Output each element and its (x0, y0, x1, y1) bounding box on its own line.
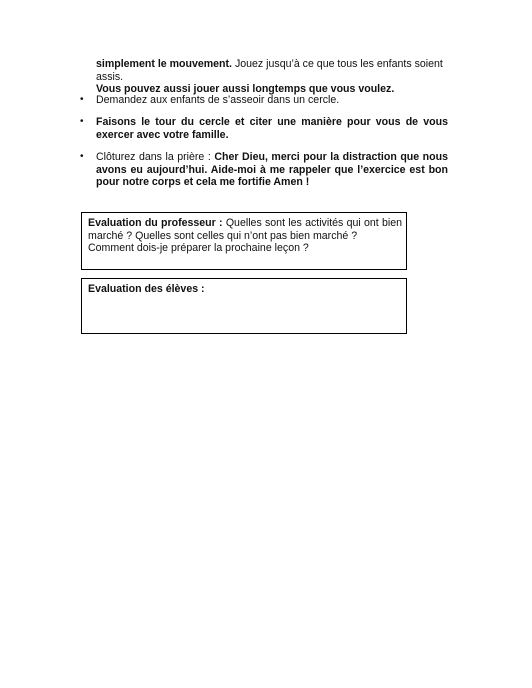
bullet-item-family: Faisons le tour du cercle et citer une manière pour vous de vous exercer avec votre famille. (96, 116, 448, 141)
teacher-evaluation-questions: Quelles sont les activités qui ont bien marché ? Quelles sont celles qui n’ont pas bien marché ? (88, 217, 402, 242)
student-evaluation-label: Evaluation des élèves : (88, 283, 205, 295)
intro-paragraph (96, 58, 448, 96)
prayer-intro: Clôturez dans la prière : (96, 151, 215, 163)
teacher-evaluation-box (81, 212, 407, 270)
bullet-icon: • (80, 94, 84, 105)
intro-bold-line: Vous pouvez aussi jouer aussi longtemps que vous voulez. (96, 83, 395, 96)
intro-text: Jouez jusqu’à ce que tous les enfants soient assis. (96, 58, 443, 83)
student-evaluation-box (81, 278, 407, 334)
teacher-evaluation-label: Evaluation du professeur : (88, 217, 223, 229)
bullet-icon: • (80, 116, 84, 127)
bullet-item-prayer (96, 151, 448, 189)
bullet-icon: • (80, 151, 84, 162)
bullet-item-circle: Demandez aux enfants de s’asseoir dans un cercle. (96, 94, 340, 106)
teacher-evaluation-next-lesson: Comment dois-je préparer la prochaine leçon ? (88, 242, 309, 254)
prayer-text: Cher Dieu, merci pour la distraction que nous avons eu aujourd’hui. Aide-moi à me rappeler que l’exercice est bon pour notre corps et cela me fortifie Amen ! (96, 151, 448, 189)
teacher-evaluation-text (88, 217, 402, 242)
intro-bold-phrase: simplement le mouvement. (96, 58, 232, 70)
